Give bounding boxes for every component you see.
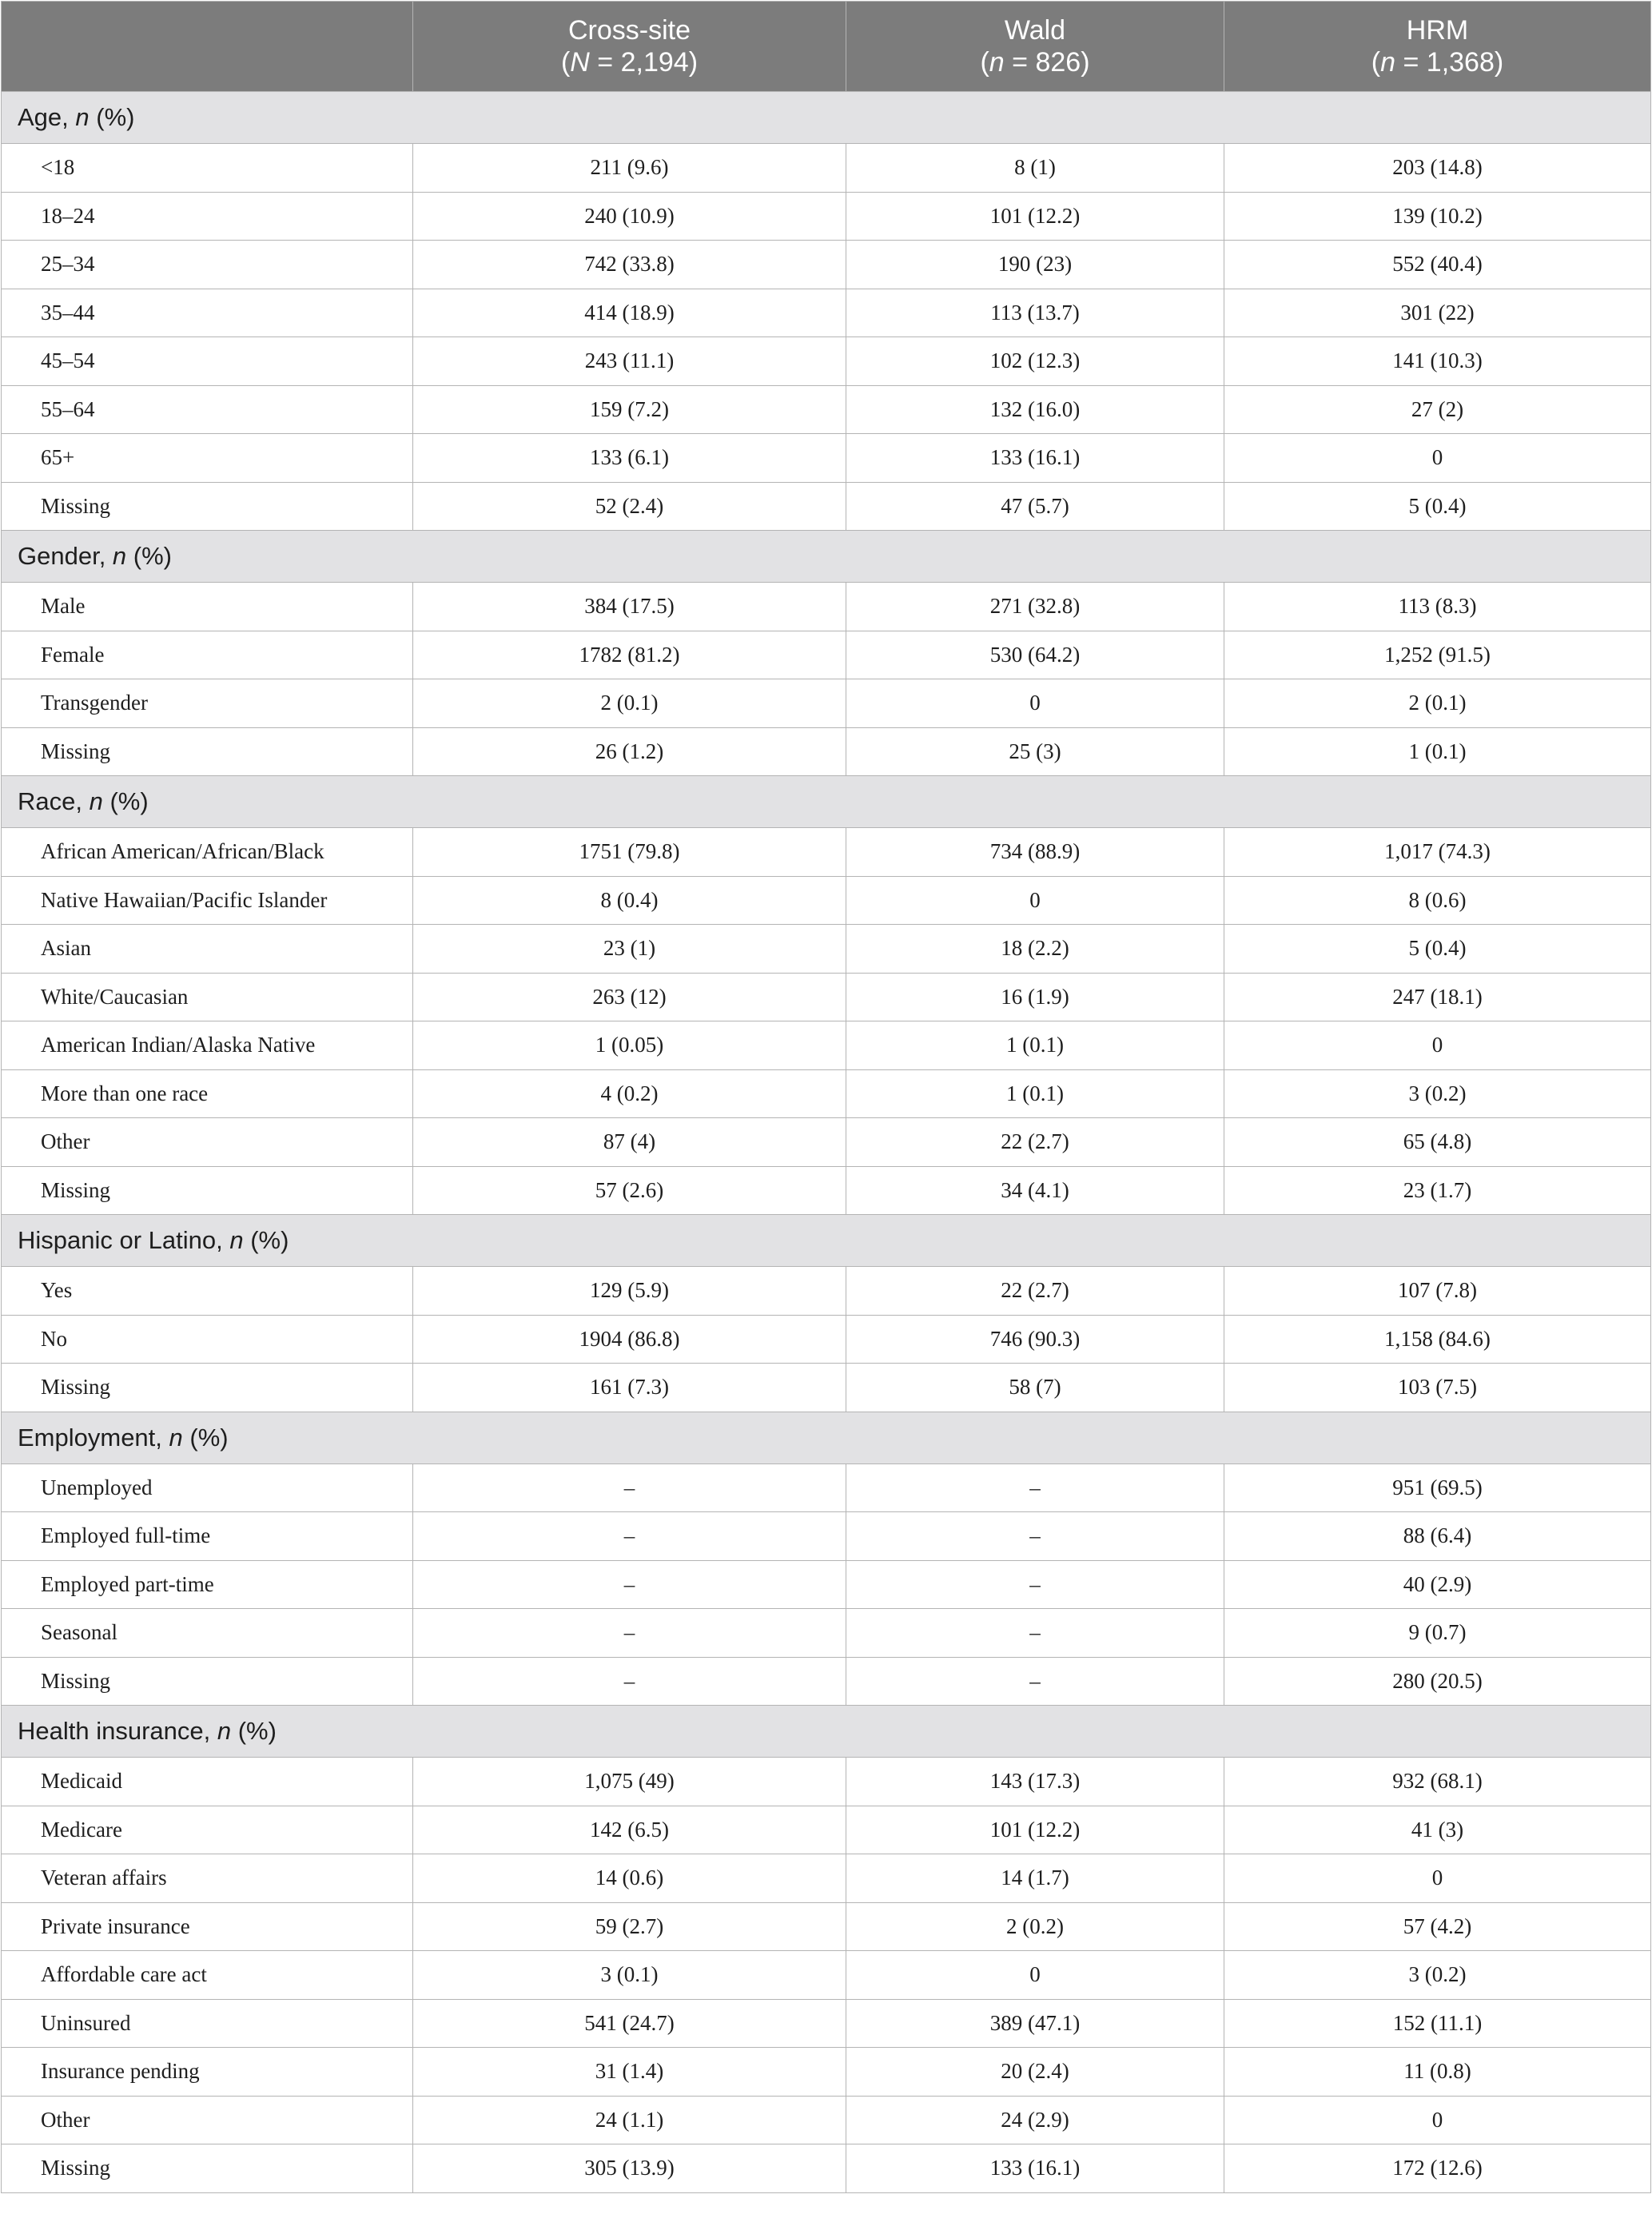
cross-site-value: 23 (1) xyxy=(413,925,846,974)
row-label: No xyxy=(2,1315,413,1364)
section-title: Gender, n (%) xyxy=(2,531,1651,583)
wald-value: 0 xyxy=(846,679,1224,728)
hrm-value: 139 (10.2) xyxy=(1224,192,1651,241)
hrm-value: 552 (40.4) xyxy=(1224,241,1651,289)
row-label: 35–44 xyxy=(2,289,413,337)
row-label: Native Hawaiian/Pacific Islander xyxy=(2,876,413,925)
wald-value: – xyxy=(846,1609,1224,1658)
row-label: Unemployed xyxy=(2,1463,413,1512)
table-row xyxy=(2,1021,1651,1070)
hrm-value: 951 (69.5) xyxy=(1224,1463,1651,1512)
header-blank-cell xyxy=(2,2,413,92)
hrm-value: 141 (10.3) xyxy=(1224,337,1651,386)
cross-site-value: 3 (0.1) xyxy=(413,1951,846,2000)
hrm-value: 88 (6.4) xyxy=(1224,1512,1651,1561)
cross-site-value: 211 (9.6) xyxy=(413,144,846,193)
table-row xyxy=(2,1657,1651,1706)
row-label: White/Caucasian xyxy=(2,973,413,1021)
hrm-value: 65 (4.8) xyxy=(1224,1118,1651,1167)
row-label: Other xyxy=(2,2096,413,2144)
wald-value: 58 (7) xyxy=(846,1364,1224,1412)
wald-value: – xyxy=(846,1512,1224,1561)
section-header-row xyxy=(2,1706,1651,1758)
table-row xyxy=(2,192,1651,241)
hrm-value: 0 xyxy=(1224,2096,1651,2144)
wald-value: 530 (64.2) xyxy=(846,631,1224,679)
table-row xyxy=(2,2144,1651,2193)
table-row xyxy=(2,1999,1651,2048)
section-header-row xyxy=(2,1412,1651,1463)
cross-site-value: 263 (12) xyxy=(413,973,846,1021)
cross-site-value: 142 (6.5) xyxy=(413,1806,846,1854)
wald-value: 20 (2.4) xyxy=(846,2048,1224,2097)
wald-value: 101 (12.2) xyxy=(846,1806,1224,1854)
table-header xyxy=(2,2,1651,92)
row-label: More than one race xyxy=(2,1069,413,1118)
wald-value: 16 (1.9) xyxy=(846,973,1224,1021)
wald-value: 389 (47.1) xyxy=(846,1999,1224,2048)
cross-site-value: 14 (0.6) xyxy=(413,1854,846,1903)
hrm-value: 3 (0.2) xyxy=(1224,1069,1651,1118)
row-label: 55–64 xyxy=(2,385,413,434)
row-label: Missing xyxy=(2,727,413,776)
table-row xyxy=(2,876,1651,925)
table-row xyxy=(2,1512,1651,1561)
wald-value: 133 (16.1) xyxy=(846,2144,1224,2193)
cross-site-value: 1904 (86.8) xyxy=(413,1315,846,1364)
hrm-value: 0 xyxy=(1224,1021,1651,1070)
cross-site-value: – xyxy=(413,1463,846,1512)
cross-site-value: – xyxy=(413,1512,846,1561)
cross-site-value: 8 (0.4) xyxy=(413,876,846,925)
wald-value: – xyxy=(846,1560,1224,1609)
cross-site-value: 129 (5.9) xyxy=(413,1267,846,1316)
wald-value: 25 (3) xyxy=(846,727,1224,776)
hrm-value: 203 (14.8) xyxy=(1224,144,1651,193)
hrm-value: 301 (22) xyxy=(1224,289,1651,337)
wald-value: 102 (12.3) xyxy=(846,337,1224,386)
table-row xyxy=(2,1951,1651,2000)
table-row xyxy=(2,1364,1651,1412)
wald-value: 190 (23) xyxy=(846,241,1224,289)
section-header-row xyxy=(2,531,1651,583)
hrm-value: 11 (0.8) xyxy=(1224,2048,1651,2097)
table-row xyxy=(2,1560,1651,1609)
cross-site-value: 26 (1.2) xyxy=(413,727,846,776)
row-label: Missing xyxy=(2,482,413,531)
row-label: 18–24 xyxy=(2,192,413,241)
table-row xyxy=(2,2096,1651,2144)
column-sample-size: (n = 1,368) xyxy=(1371,47,1504,78)
cross-site-value: – xyxy=(413,1609,846,1658)
wald-value: 113 (13.7) xyxy=(846,289,1224,337)
hrm-value: 23 (1.7) xyxy=(1224,1166,1651,1215)
cross-site-value: 87 (4) xyxy=(413,1118,846,1167)
row-label: Transgender xyxy=(2,679,413,728)
table-row xyxy=(2,1315,1651,1364)
cross-site-value: 240 (10.9) xyxy=(413,192,846,241)
hrm-value: 107 (7.8) xyxy=(1224,1267,1651,1316)
cross-site-value: 4 (0.2) xyxy=(413,1069,846,1118)
column-sample-size: (n = 826) xyxy=(980,47,1090,78)
cross-site-value: 414 (18.9) xyxy=(413,289,846,337)
row-label: Missing xyxy=(2,2144,413,2193)
wald-value: 1 (0.1) xyxy=(846,1021,1224,1070)
wald-value: 14 (1.7) xyxy=(846,1854,1224,1903)
table-row xyxy=(2,385,1651,434)
table-row xyxy=(2,482,1651,531)
cross-site-value: 24 (1.1) xyxy=(413,2096,846,2144)
table-row xyxy=(2,1609,1651,1658)
table-row xyxy=(2,289,1651,337)
wald-value: 34 (4.1) xyxy=(846,1166,1224,1215)
cross-site-value: 161 (7.3) xyxy=(413,1364,846,1412)
row-label: Missing xyxy=(2,1364,413,1412)
row-label: American Indian/Alaska Native xyxy=(2,1021,413,1070)
cross-site-value: 133 (6.1) xyxy=(413,434,846,483)
wald-value: 132 (16.0) xyxy=(846,385,1224,434)
hrm-value: 1,017 (74.3) xyxy=(1224,828,1651,877)
section-header-row xyxy=(2,776,1651,828)
hrm-value: 932 (68.1) xyxy=(1224,1758,1651,1806)
row-label: African American/African/Black xyxy=(2,828,413,877)
row-label: Yes xyxy=(2,1267,413,1316)
row-label: <18 xyxy=(2,144,413,193)
cross-site-value: 742 (33.8) xyxy=(413,241,846,289)
table-row xyxy=(2,828,1651,877)
wald-value: 24 (2.9) xyxy=(846,2096,1224,2144)
wald-value: 2 (0.2) xyxy=(846,1902,1224,1951)
hrm-value: 0 xyxy=(1224,1854,1651,1903)
cross-site-value: 1,075 (49) xyxy=(413,1758,846,1806)
table-row xyxy=(2,925,1651,974)
wald-value: 0 xyxy=(846,1951,1224,2000)
hrm-value: 103 (7.5) xyxy=(1224,1364,1651,1412)
table-body xyxy=(2,92,1651,2193)
hrm-value: 280 (20.5) xyxy=(1224,1657,1651,1706)
row-label: Female xyxy=(2,631,413,679)
hrm-value: 5 (0.4) xyxy=(1224,925,1651,974)
table-row xyxy=(2,1806,1651,1854)
table-row xyxy=(2,727,1651,776)
section-header-row xyxy=(2,1215,1651,1267)
wald-value: 18 (2.2) xyxy=(846,925,1224,974)
cross-site-value: 541 (24.7) xyxy=(413,1999,846,2048)
row-label: Medicare xyxy=(2,1806,413,1854)
hrm-value: 247 (18.1) xyxy=(1224,973,1651,1021)
hrm-value: 8 (0.6) xyxy=(1224,876,1651,925)
row-label: Asian xyxy=(2,925,413,974)
wald-value: – xyxy=(846,1463,1224,1512)
cross-site-value: 159 (7.2) xyxy=(413,385,846,434)
wald-value: 101 (12.2) xyxy=(846,192,1224,241)
wald-value: 8 (1) xyxy=(846,144,1224,193)
hrm-value: 1,252 (91.5) xyxy=(1224,631,1651,679)
row-label: 65+ xyxy=(2,434,413,483)
hrm-value: 3 (0.2) xyxy=(1224,1951,1651,2000)
cross-site-value: 1 (0.05) xyxy=(413,1021,846,1070)
hrm-value: 41 (3) xyxy=(1224,1806,1651,1854)
wald-value: 133 (16.1) xyxy=(846,434,1224,483)
row-label: Insurance pending xyxy=(2,2048,413,2097)
table-row xyxy=(2,1118,1651,1167)
row-label: Medicaid xyxy=(2,1758,413,1806)
cross-site-value: 1751 (79.8) xyxy=(413,828,846,877)
wald-value: 734 (88.9) xyxy=(846,828,1224,877)
hrm-value: 57 (4.2) xyxy=(1224,1902,1651,1951)
hrm-value: 2 (0.1) xyxy=(1224,679,1651,728)
cross-site-value: 1782 (81.2) xyxy=(413,631,846,679)
table-row xyxy=(2,1166,1651,1215)
wald-value: 1 (0.1) xyxy=(846,1069,1224,1118)
table-row xyxy=(2,973,1651,1021)
cross-site-value: 59 (2.7) xyxy=(413,1902,846,1951)
hrm-value: 113 (8.3) xyxy=(1224,583,1651,631)
cross-site-value: 52 (2.4) xyxy=(413,482,846,531)
row-label: Seasonal xyxy=(2,1609,413,1658)
hrm-value: 152 (11.1) xyxy=(1224,1999,1651,2048)
table-row xyxy=(2,1267,1651,1316)
row-label: Private insurance xyxy=(2,1902,413,1951)
row-label: Missing xyxy=(2,1657,413,1706)
hrm-value: 27 (2) xyxy=(1224,385,1651,434)
cross-site-value: 57 (2.6) xyxy=(413,1166,846,1215)
hrm-value: 0 xyxy=(1224,434,1651,483)
row-label: Uninsured xyxy=(2,1999,413,2048)
section-header-row xyxy=(2,92,1651,144)
column-name: HRM xyxy=(1406,15,1469,46)
wald-value: 47 (5.7) xyxy=(846,482,1224,531)
wald-value: 746 (90.3) xyxy=(846,1315,1224,1364)
table-row xyxy=(2,631,1651,679)
column-name: Cross-site xyxy=(567,15,691,46)
column-sample-size: (N = 2,194) xyxy=(560,47,699,78)
table-row xyxy=(2,1902,1651,1951)
table-row xyxy=(2,1463,1651,1512)
wald-value: 143 (17.3) xyxy=(846,1758,1224,1806)
row-label: 45–54 xyxy=(2,337,413,386)
wald-value: 22 (2.7) xyxy=(846,1118,1224,1167)
table-row xyxy=(2,2048,1651,2097)
row-label: Employed full-time xyxy=(2,1512,413,1561)
cross-site-value: 384 (17.5) xyxy=(413,583,846,631)
table-row xyxy=(2,1854,1651,1903)
demographics-table xyxy=(1,1,1651,2193)
section-title: Hispanic or Latino, n (%) xyxy=(2,1215,1651,1267)
cross-site-value: – xyxy=(413,1560,846,1609)
header-row xyxy=(2,2,1651,92)
table-row xyxy=(2,434,1651,483)
hrm-value: 172 (12.6) xyxy=(1224,2144,1651,2193)
row-label: Affordable care act xyxy=(2,1951,413,2000)
table-row xyxy=(2,337,1651,386)
row-label: Veteran affairs xyxy=(2,1854,413,1903)
row-label: Male xyxy=(2,583,413,631)
cross-site-value: 243 (11.1) xyxy=(413,337,846,386)
section-title: Health insurance, n (%) xyxy=(2,1706,1651,1758)
hrm-value: 40 (2.9) xyxy=(1224,1560,1651,1609)
header-wald xyxy=(846,2,1224,92)
row-label: 25–34 xyxy=(2,241,413,289)
cross-site-value: 31 (1.4) xyxy=(413,2048,846,2097)
table-row xyxy=(2,241,1651,289)
section-title: Employment, n (%) xyxy=(2,1412,1651,1463)
wald-value: – xyxy=(846,1657,1224,1706)
wald-value: 22 (2.7) xyxy=(846,1267,1224,1316)
table-row xyxy=(2,144,1651,193)
row-label: Employed part-time xyxy=(2,1560,413,1609)
table-row xyxy=(2,1758,1651,1806)
hrm-value: 9 (0.7) xyxy=(1224,1609,1651,1658)
hrm-value: 1 (0.1) xyxy=(1224,727,1651,776)
table-row xyxy=(2,583,1651,631)
cross-site-value: 305 (13.9) xyxy=(413,2144,846,2193)
table-row xyxy=(2,1069,1651,1118)
cross-site-value: 2 (0.1) xyxy=(413,679,846,728)
row-label: Other xyxy=(2,1118,413,1167)
column-name: Wald xyxy=(1004,15,1066,46)
table-row xyxy=(2,679,1651,728)
section-title: Race, n (%) xyxy=(2,776,1651,828)
cross-site-value: – xyxy=(413,1657,846,1706)
wald-value: 271 (32.8) xyxy=(846,583,1224,631)
row-label: Missing xyxy=(2,1166,413,1215)
wald-value: 0 xyxy=(846,876,1224,925)
header-hrm xyxy=(1224,2,1651,92)
header-cross-site xyxy=(413,2,846,92)
hrm-value: 1,158 (84.6) xyxy=(1224,1315,1651,1364)
hrm-value: 5 (0.4) xyxy=(1224,482,1651,531)
section-title: Age, n (%) xyxy=(2,92,1651,144)
